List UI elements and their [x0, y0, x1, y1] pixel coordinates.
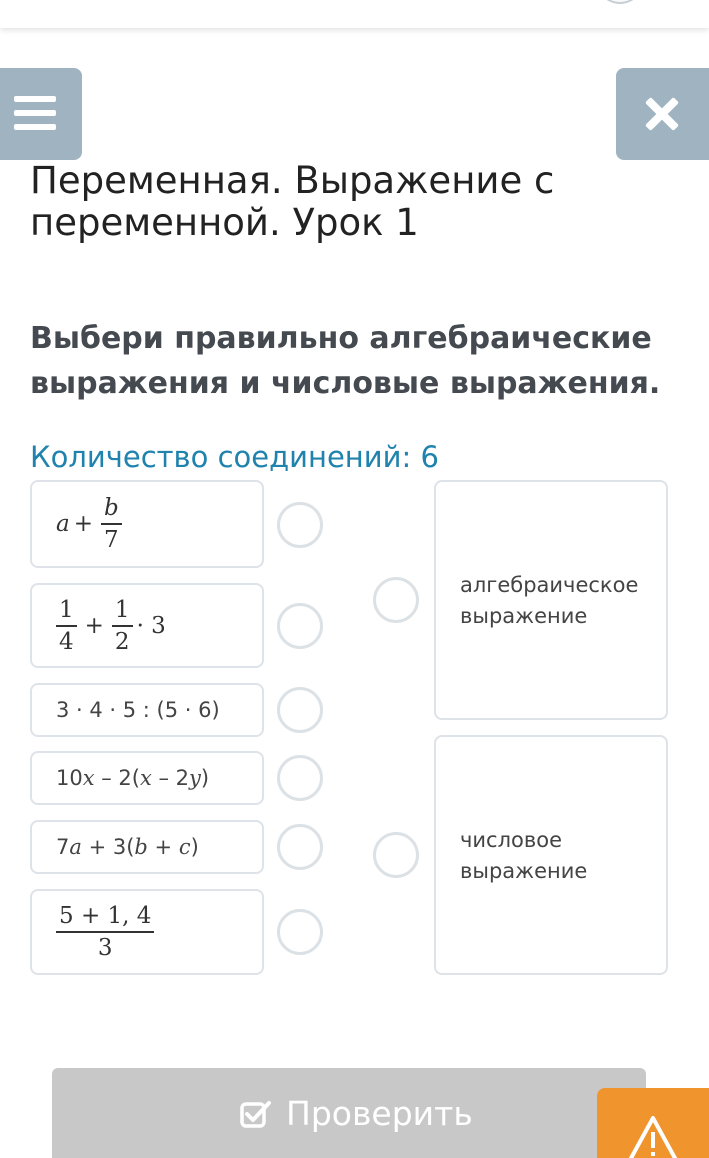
hamburger-menu-icon: [14, 96, 56, 130]
connections-count: Количество соединений: 6: [30, 440, 439, 474]
expression-connector-2[interactable]: [277, 603, 323, 649]
expression-connector-3[interactable]: [277, 687, 323, 733]
avatar[interactable]: [596, 0, 644, 4]
target-card-numeric[interactable]: [434, 735, 668, 975]
expression-card-4[interactable]: [30, 751, 264, 805]
lesson-title: Переменная. Выражение с переменной. Урок 1: [30, 159, 555, 244]
expression-connector-1[interactable]: [277, 502, 323, 548]
expression-formula: 10x – 2(x – 2y): [56, 766, 210, 790]
expression-formula: a + $\frac{b}{7}$: [56, 495, 126, 553]
report-problem-button[interactable]: [597, 1088, 709, 1158]
target-label: числовое выражение: [460, 828, 588, 883]
expression-card-3[interactable]: [30, 683, 264, 737]
check-button-label: Проверить: [286, 1094, 473, 1133]
checkbox-checked-icon: [240, 1099, 272, 1129]
expression-formula: 7a + 3(b + c): [56, 835, 199, 859]
expression-connector-5[interactable]: [277, 824, 323, 870]
expression-card-5[interactable]: [30, 820, 264, 874]
target-connector-numeric[interactable]: [373, 832, 419, 878]
expression-formula: 3 · 4 · 5 : (5 · 6): [56, 698, 220, 722]
task-instruction: Выбери правильно алгебраические выражения и числовые выражения.: [30, 321, 661, 401]
target-label: алгебраическое выражение: [460, 573, 639, 628]
expression-connector-4[interactable]: [277, 755, 323, 801]
close-button[interactable]: [616, 68, 709, 160]
expression-formula: $\frac{5 + 1, 4}{3}$: [56, 903, 158, 961]
top-bar: [0, 0, 709, 28]
menu-button[interactable]: [0, 68, 82, 160]
expression-connector-6[interactable]: [277, 909, 323, 955]
check-button[interactable]: [52, 1068, 646, 1158]
warning-triangle-icon: [627, 1114, 679, 1158]
expression-card-1[interactable]: [30, 480, 264, 568]
expression-card-2[interactable]: [30, 583, 264, 668]
expression-card-6[interactable]: [30, 889, 264, 975]
target-card-algebraic[interactable]: [434, 480, 668, 720]
target-connector-algebraic[interactable]: [373, 577, 419, 623]
close-x-icon: [645, 97, 679, 131]
expression-formula: $\frac{1}{4}$ + $\frac{1}{2}$ · 3: [56, 597, 166, 655]
